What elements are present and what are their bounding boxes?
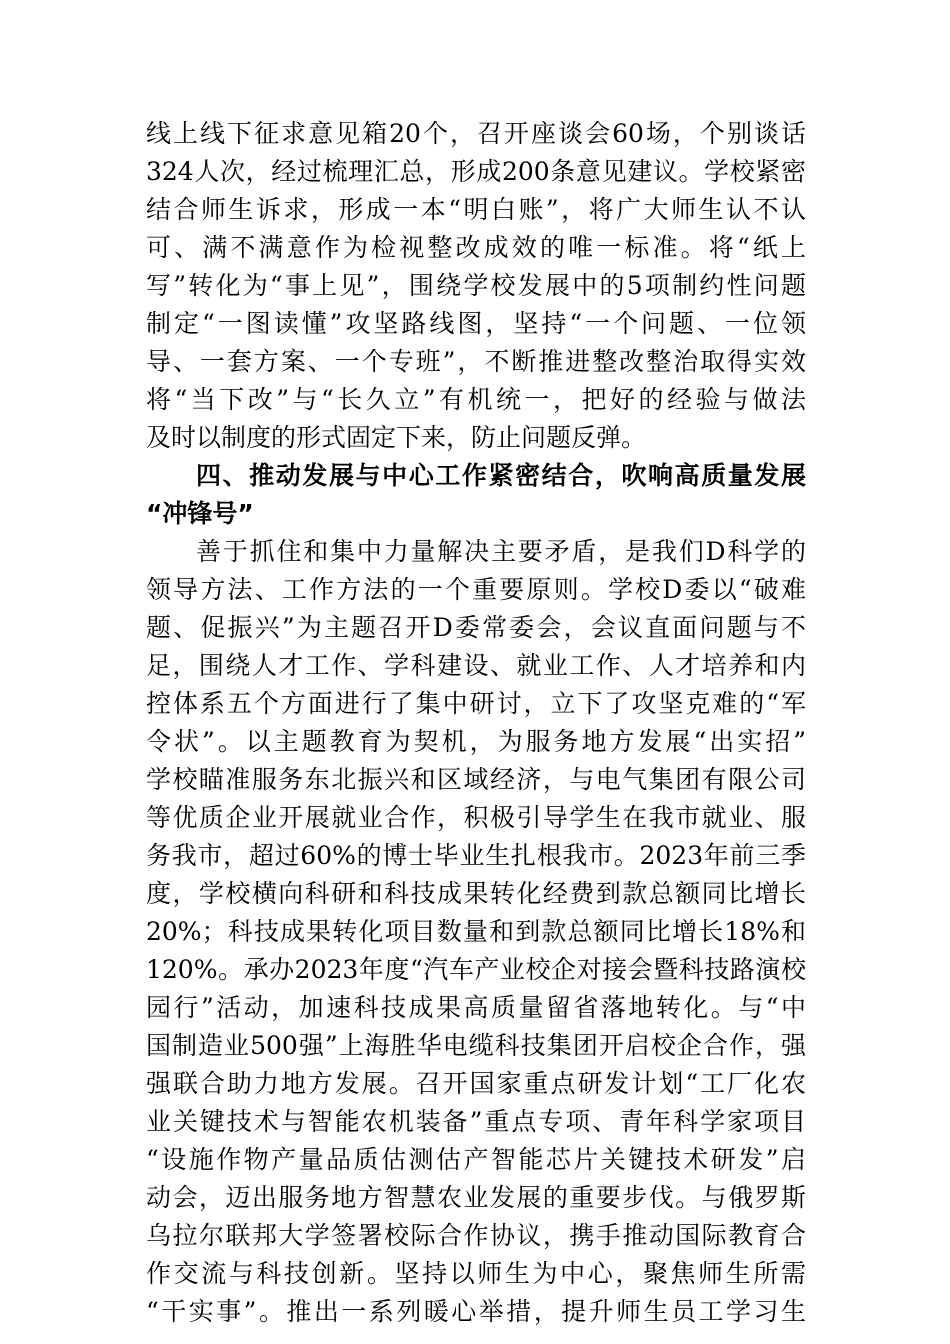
- paragraph-1-line-7: 导、一套方案、一个专班”，不断推进整改整治取得实效: [146, 347, 806, 376]
- section-heading-line-1: 四、推动发展与中心工作紧密结合，吹响高质量发展: [196, 461, 806, 490]
- paragraph-2-line-20: 作交流与科技创新。坚持以师生为中心，聚焦师生所需: [146, 1259, 806, 1288]
- paragraph-2-line-5: 控体系五个方面进行了集中研讨，立下了攻坚克难的“军: [146, 689, 806, 718]
- paragraph-1-line-3: 结合师生诉求，形成一本“明白账”，将广大师生认不认: [146, 195, 806, 224]
- paragraph-2-line-8: 等优质企业开展就业合作，积极引导学生在我市就业、服: [146, 803, 806, 832]
- paragraph-1-line-4: 可、满不满意作为检视整改成效的唯一标准。将“纸上: [146, 233, 806, 262]
- paragraph-2-line-19: 乌拉尔联邦大学签署校际合作协议，携手推动国际教育合: [146, 1221, 806, 1250]
- paragraph-2-line-2: 领导方法、工作方法的一个重要原则。学校D委以“破难: [146, 575, 806, 604]
- paragraph-1-line-5: 写”转化为“事上见”，围绕学校发展中的5项制约性问题: [146, 271, 806, 300]
- paragraph-2-line-13: 园行”活动，加速科技成果高质量留省落地转化。与“中: [146, 993, 806, 1022]
- paragraph-1-line-1: 线上线下征求意见箱20个，召开座谈会60场，个别谈话: [146, 119, 806, 148]
- paragraph-2-line-16: 业关键技术与智能农机装备”重点专项、青年科学家项目: [146, 1107, 806, 1136]
- section-heading-line-2: “冲锋号”: [146, 499, 254, 528]
- paragraph-2-line-11: 20%；科技成果转化项目数量和到款总额同比增长18%和: [146, 917, 806, 946]
- paragraph-2-line-7: 学校瞄准服务东北振兴和区域经济，与电气集团有限公司: [146, 765, 806, 794]
- paragraph-1-line-8: 将“当下改”与“长久立”有机统一，把好的经验与做法: [146, 385, 806, 414]
- paragraph-2-line-18: 动会，迈出服务地方智慧农业发展的重要步伐。与俄罗斯: [146, 1183, 806, 1212]
- paragraph-2-line-12: 120%。承办2023年度“汽车产业校企对接会暨科技路演校: [146, 955, 806, 984]
- paragraph-1-line-2: 324人次，经过梳理汇总，形成200条意见建议。学校紧密: [146, 157, 806, 186]
- paragraph-2-line-10: 度，学校横向科研和科技成果转化经费到款总额同比增长: [146, 879, 806, 908]
- paragraph-1-line-6: 制定“一图读懂”攻坚路线图，坚持“一个问题、一位领: [146, 309, 806, 338]
- paragraph-1-line-9: 及时以制度的形式固定下来，防止问题反弹。: [146, 423, 647, 452]
- paragraph-2-line-4: 足，围绕人才工作、学科建设、就业工作、人才培养和内: [146, 651, 806, 680]
- paragraph-2-line-21: “干实事”。推出一系列暖心举措，提升师生员工学习生: [146, 1297, 806, 1326]
- paragraph-2-line-17: “设施作物产量品质估测估产智能芯片关键技术研发”启: [146, 1145, 806, 1174]
- paragraph-2-line-6: 令状”。以主题教育为契机，为服务地方发展“出实招”: [146, 727, 806, 756]
- paragraph-2-line-3: 题、促振兴”为主题召开D委常委会，会议直面问题与不: [146, 613, 806, 642]
- paragraph-2-line-9: 务我市，超过60%的博士毕业生扎根我市。2023年前三季: [146, 841, 806, 870]
- paragraph-2-line-15: 强联合助力地方发展。召开国家重点研发计划“工厂化农: [146, 1069, 806, 1098]
- paragraph-2-line-1: 善于抓住和集中力量解决主要矛盾，是我们D科学的: [196, 537, 806, 566]
- paragraph-2-line-14: 国制造业500强”上海胜华电缆科技集团开启校企合作，强: [146, 1031, 806, 1060]
